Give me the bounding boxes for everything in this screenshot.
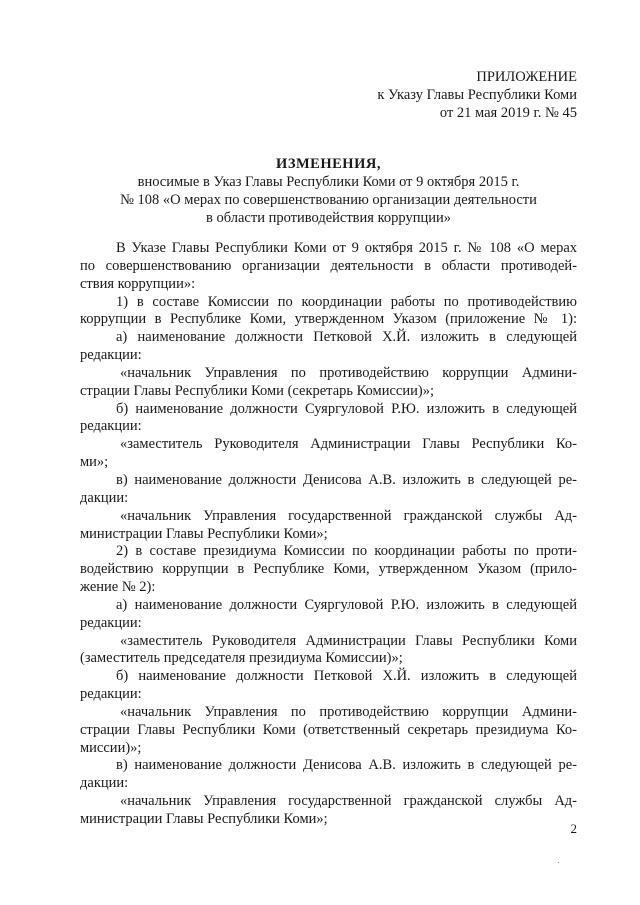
scan-speck: [558, 862, 559, 863]
body-line: министрации Главы Республики Коми»;: [80, 525, 328, 542]
body-line: 1) в составе Комиссии по координации работы по противодействию: [116, 293, 577, 310]
body-line: в) наименование должности Денисова А.В. изложить в следующей ре-: [116, 757, 577, 774]
body-line: редакции:: [80, 347, 142, 364]
body-line: «начальник Управления по противодействию коррупции Админи-: [120, 364, 577, 381]
heading-title: ИЗМЕНЕНИЯ,: [276, 156, 381, 172]
body-line: (заместитель председателя президиума Комиссии)»;: [80, 650, 403, 667]
body-line: 2) в составе президиума Комиссии по координации работы по проти-: [116, 543, 577, 560]
body-line: редакции:: [80, 418, 142, 435]
document-heading: [80, 155, 577, 227]
body-line: б) наименование должности Суяргуловой Р.Ю. изложить в следующей: [116, 400, 577, 417]
body-line: редакции:: [80, 686, 142, 703]
body-line: дакции:: [80, 775, 129, 792]
heading-line-3: в области противодействия коррупции»: [206, 210, 451, 226]
body-line: редакции:: [80, 614, 142, 631]
body-line: ми»;: [80, 454, 109, 471]
body-line: коррупции в Республике Коми, утвержденном Указом (приложение № 1):: [80, 311, 577, 328]
body-line: В Указе Главы Республики Коми от 9 октября 2015 г. № 108 «О мерах: [116, 240, 577, 256]
body-line: «заместитель Руководителя Администрации Главы Республики Коми: [120, 632, 577, 649]
document-body: [80, 240, 577, 829]
body-line: страции Главы Республики Коми (ответственный секретарь президиума Ко-: [80, 721, 577, 738]
body-line: «заместитель Руководителя Администрации Главы Республики Ко-: [120, 436, 577, 453]
body-line: «начальник Управления государственной гражданской службы Ад-: [120, 507, 577, 524]
body-line: страции Главы Республики Коми (секретарь Комиссии)»;: [80, 382, 434, 399]
heading-line-2: № 108 «О мерах по совершенствованию организации деятельности: [120, 192, 537, 208]
body-line: министрации Главы Республики Коми»;: [80, 811, 328, 827]
appendix-title: ПРИЛОЖЕНИЕ: [476, 69, 577, 85]
body-line: ствия коррупции»:: [80, 275, 196, 292]
body-line: водействию коррупции в Республике Коми, утвержденном Указом (прило-: [80, 561, 577, 578]
body-line: дакции:: [80, 489, 129, 506]
appendix-decree-date: от 21 мая 2019 г. № 45: [439, 105, 577, 121]
body-line: а) наименование должности Петковой Х.Й. изложить в следующей: [116, 329, 577, 346]
page-number: 2: [570, 821, 577, 836]
body-line: по совершенствованию организации деятельности в области противодей-: [80, 257, 577, 274]
body-line: б) наименование должности Петковой Х.Й. изложить в следующей: [116, 668, 577, 685]
body-line: «начальник Управления государственной гражданской службы Ад-: [120, 793, 577, 810]
body-line: жение № 2):: [80, 579, 156, 596]
body-line: а) наименование должности Суяргуловой Р.Ю. изложить в следующей: [116, 596, 577, 613]
heading-line-1: вносимые в Указ Главы Республики Коми от 9 октября 2015 г.: [137, 174, 520, 190]
body-line: в) наименование должности Денисова А.В. изложить в следующей ре-: [116, 471, 577, 488]
body-line: миссии)»;: [80, 739, 142, 756]
appendix-decree-reference: к Указу Главы Республики Коми: [377, 87, 577, 103]
body-line: «начальник Управления по противодействию коррупции Админи-: [120, 703, 577, 720]
